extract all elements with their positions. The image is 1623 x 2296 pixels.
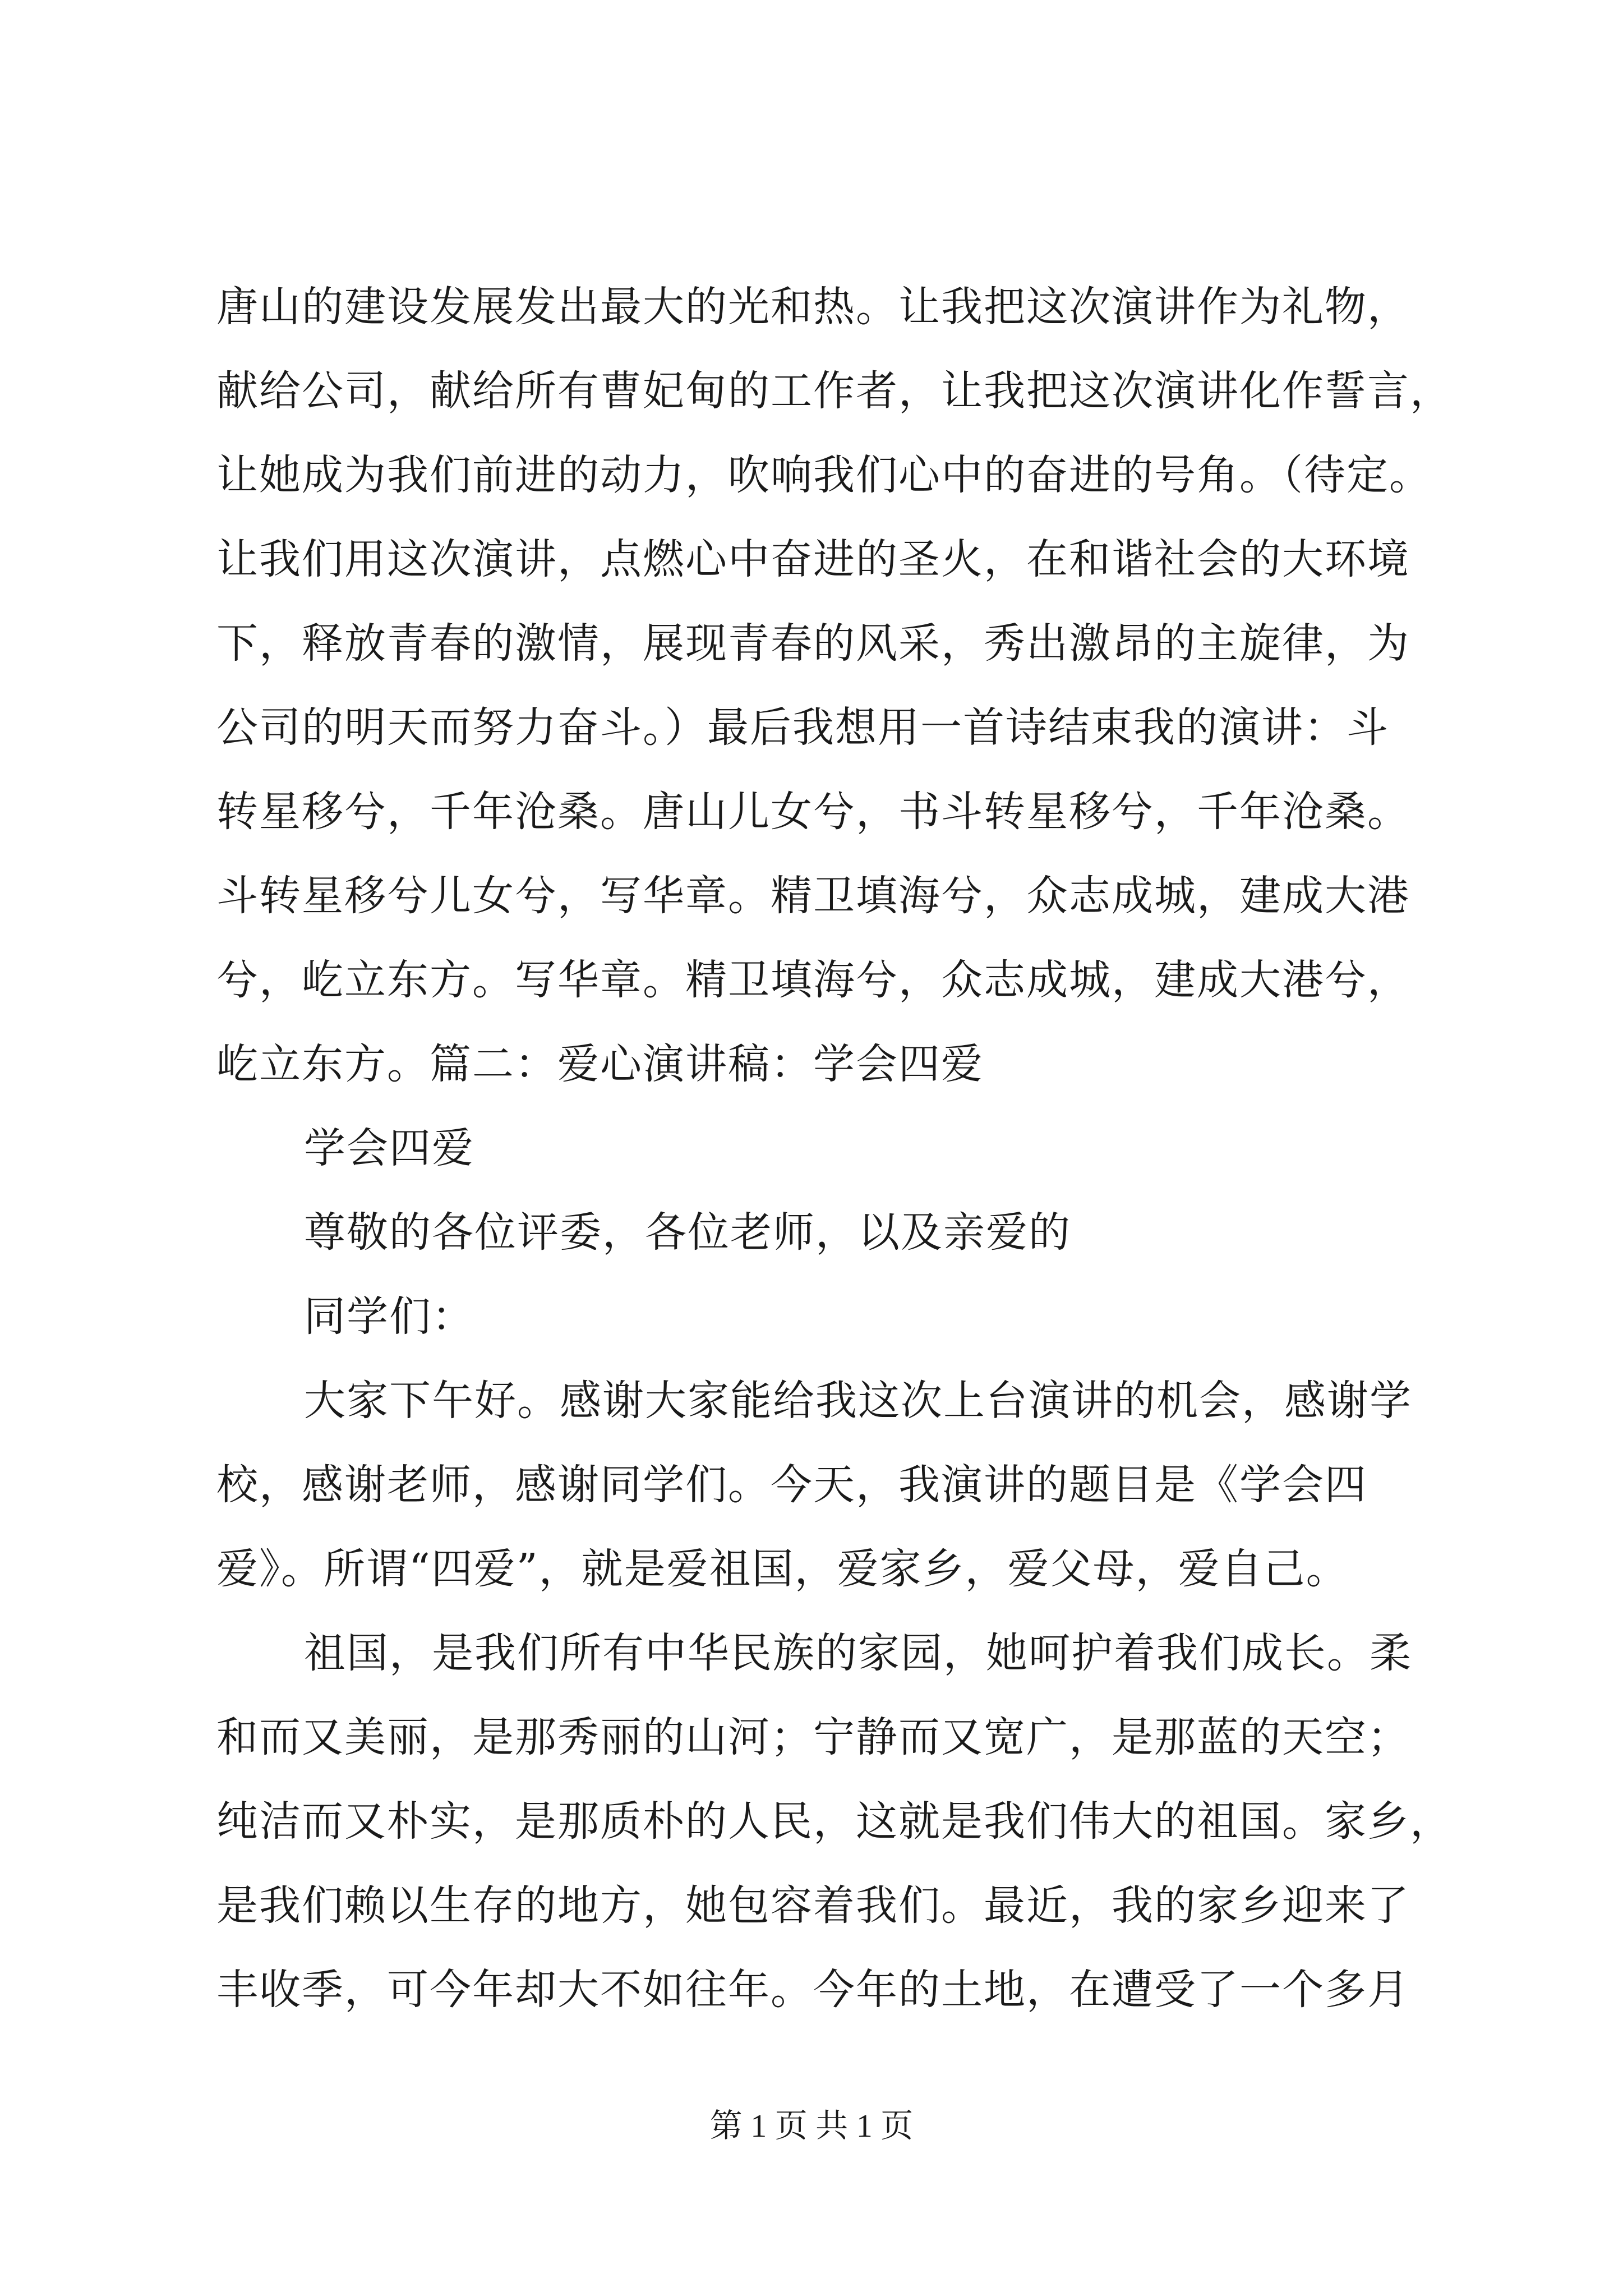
text-line: 校，感谢老师，感谢同学们。今天，我演讲的题目是《学会四 — [216, 1461, 1367, 1509]
text-line: 公司的明天而努力奋斗。）最后我想用一首诗结束我的演讲：斗 — [216, 703, 1389, 752]
text-line: 斗转星移兮儿女兮，写华章。精卫填海兮，众志成城，建成大港 — [216, 872, 1410, 920]
text-line: 让我们用这次演讲，点燃心中奋进的圣火，在和谐社会的大环境 — [216, 535, 1410, 583]
text-line: 和而又美丽，是那秀丽的山河；宁静而又宽广，是那蓝的天空； — [216, 1713, 1410, 1761]
section-title: 学会四爱 — [304, 1124, 474, 1172]
paragraph-start-line: 祖国，是我们所有中华民族的家园，她呵护着我们成长。柔 — [304, 1629, 1412, 1677]
text-line: 丰收季，可今年却大不如往年。今年的土地，在遭受了一个多月 — [216, 1966, 1410, 2014]
text-line: 爱》。所谓“四爱”，就是爱祖国，爱家乡，爱父母，爱自己。 — [216, 1545, 1349, 1593]
paragraph-start-line: 大家下午好。感谢大家能给我这次上台演讲的机会，感谢学 — [304, 1377, 1412, 1425]
text-line: 让她成为我们前进的动力，吹响我们心中的奋进的号角。（待定。 — [216, 451, 1432, 499]
text-line: 是我们赖以生存的地方，她包容着我们。最近，我的家乡迎来了 — [216, 1881, 1410, 1930]
text-line: 唐山的建设发展发出最大的光和热。让我把这次演讲作为礼物， — [216, 283, 1410, 331]
salutation-line: 同学们： — [304, 1292, 474, 1341]
page-number-footer: 第 1 页 共 1 页 — [709, 2108, 914, 2144]
text-line: 下，释放青春的激情，展现青春的风采，秀出激昂的主旋律，为 — [216, 619, 1410, 668]
text-line: 献给公司，献给所有曹妃甸的工作者，让我把这次演讲化作誓言， — [216, 367, 1453, 415]
document-body — [216, 265, 1453, 2032]
text-line: 兮，屹立东方。写华章。精卫填海兮，众志成城，建成大港兮， — [216, 956, 1410, 1004]
salutation-line: 尊敬的各位评委，各位老师，以及亲爱的 — [304, 1208, 1071, 1257]
text-line: 纯洁而又朴实，是那质朴的人民，这就是我们伟大的祖国。家乡， — [216, 1797, 1453, 1846]
text-line: 屹立东方。篇二：爱心演讲稿：学会四爱 — [216, 1040, 984, 1088]
text-line: 转星移兮，千年沧桑。唐山儿女兮，书斗转星移兮，千年沧桑。 — [216, 788, 1410, 836]
